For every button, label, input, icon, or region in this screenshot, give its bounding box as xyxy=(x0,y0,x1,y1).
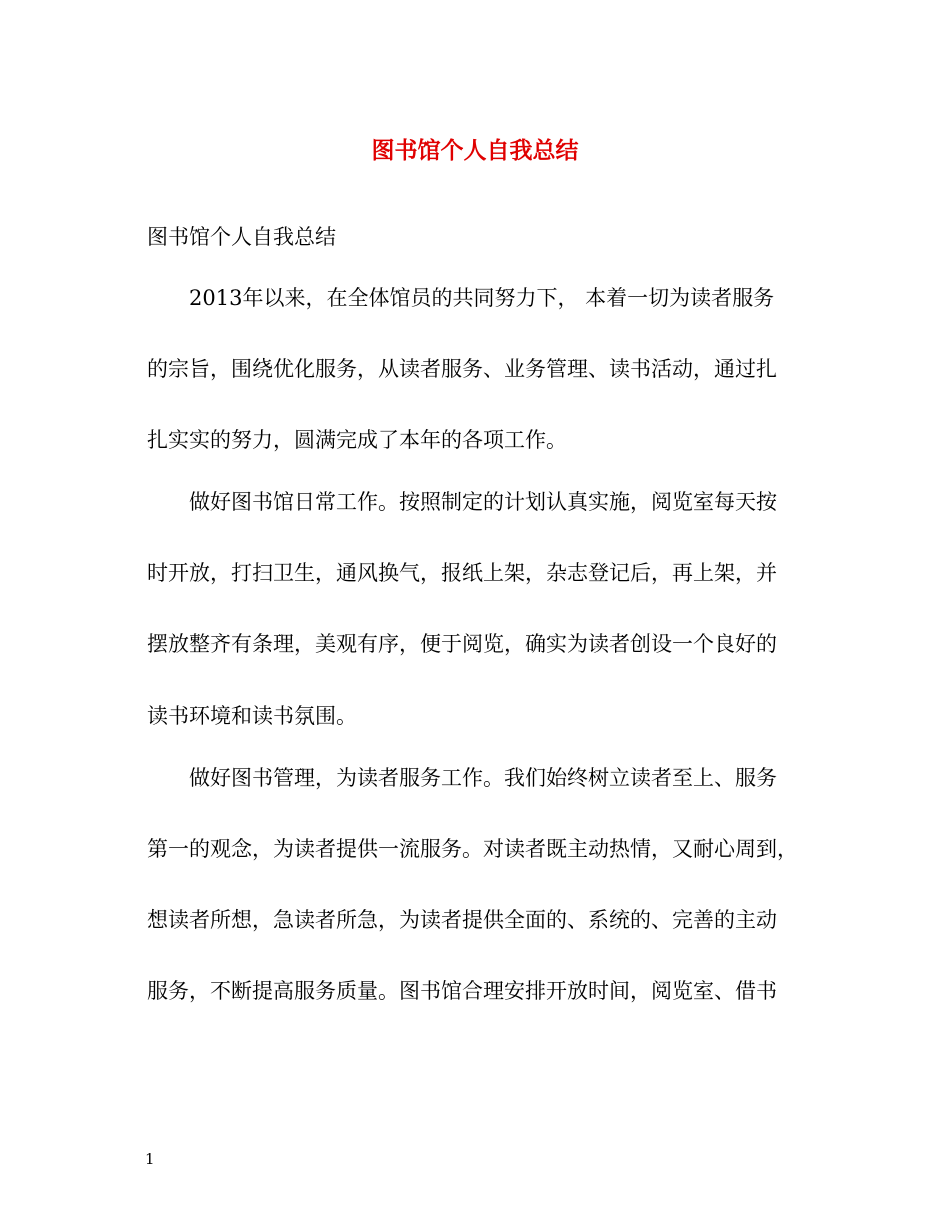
paragraph-3-line-4: 服务，不断提高服务质量。图书馆合理安排开放时间，阅览室、借书 xyxy=(147,979,777,1003)
paragraph-3-line-1: 做好图书管理，为读者服务工作。我们始终树立读者至上、服务 xyxy=(189,766,777,790)
paragraph-3-line-2: 第一的观念，为读者提供一流服务。对读者既主动热情，又耐心周到， xyxy=(147,837,798,861)
page-number: 1 xyxy=(145,1150,155,1168)
paragraph-1-line-1: 2013年以来，在全体馆员的共同努力下， 本着一切为读者服务 xyxy=(189,286,775,310)
paragraph-2-line-2: 时开放，打扫卫生，通风换气，报纸上架，杂志登记后，再上架，并 xyxy=(147,561,777,585)
paragraph-2-line-4: 读书环境和读书氛围。 xyxy=(147,704,357,728)
paragraph-3-line-3: 想读者所想，急读者所急，为读者提供全面的、系统的、完善的主动 xyxy=(147,908,777,932)
paragraph-2-line-3: 摆放整齐有条理，美观有序，便于阅览，确实为读者创设一个良好的 xyxy=(147,632,777,656)
paragraph-1-line-3: 扎实实的努力，圆满完成了本年的各项工作。 xyxy=(147,428,567,452)
paragraph-2-line-1: 做好图书馆日常工作。按照制定的计划认真实施，阅览室每天按 xyxy=(189,490,777,514)
subtitle-line: 图书馆个人自我总结 xyxy=(147,225,336,249)
paragraph-1-line-2: 的宗旨，围绕优化服务，从读者服务、业务管理、读书活动，通过扎 xyxy=(147,357,777,381)
document-title: 图书馆个人自我总结 xyxy=(371,137,579,164)
